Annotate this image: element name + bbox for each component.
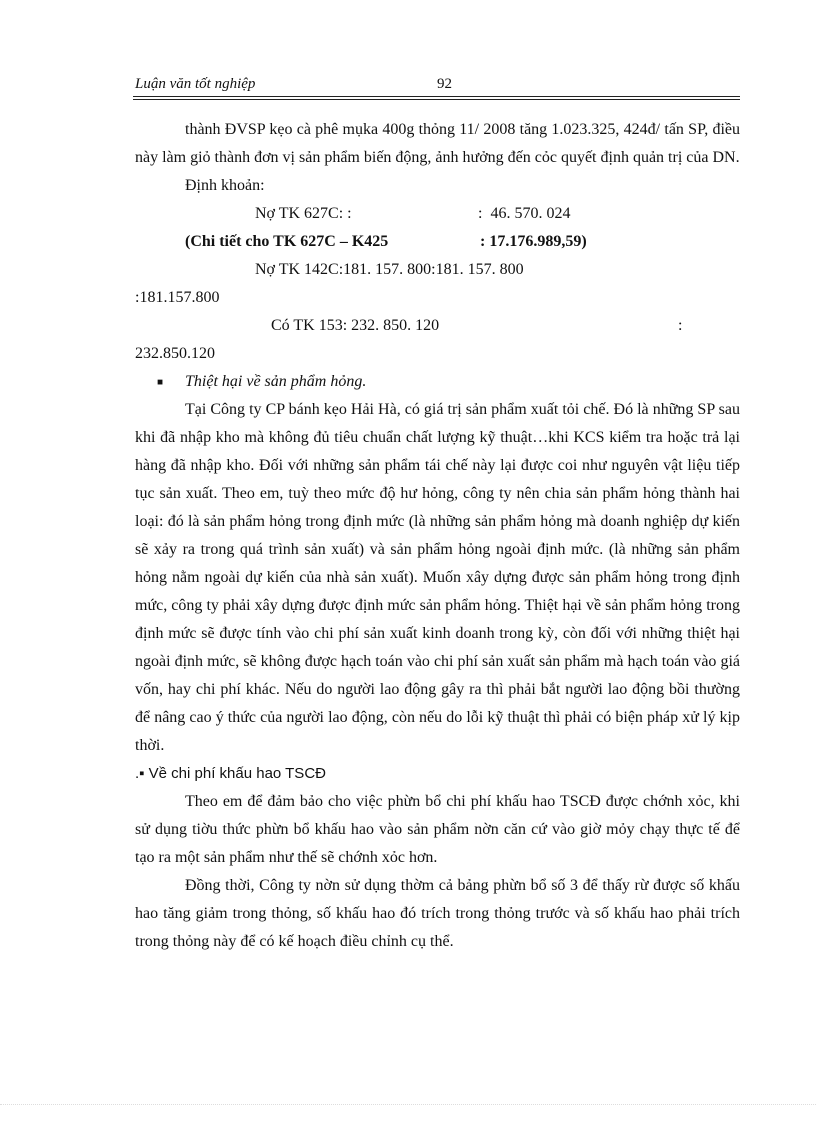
debit-142c-cont: :181.157.800 — [135, 289, 220, 306]
page-header — [133, 76, 740, 98]
credit-153-value-row — [135, 340, 740, 368]
thesis-title: Luận văn tốt nghiệp — [135, 76, 256, 92]
credit-153-colon: : — [678, 317, 683, 334]
debit-627c-label: Nợ TK 627C: : — [255, 205, 352, 222]
detail-627c-value: : 17.176.989,59) — [480, 233, 587, 250]
dinh-khoan-row — [135, 172, 740, 200]
debit-142c-row — [135, 256, 740, 284]
header-rule-bottom — [133, 99, 740, 100]
footer-dotted-line — [0, 1104, 816, 1105]
detail-627c-label: (Chi tiết cho TK 627C – K425 — [185, 233, 389, 250]
credit-153-row — [135, 312, 740, 340]
section-defective-title: Thiệt hại về sản phẩm hỏng. — [185, 373, 367, 390]
credit-153-value: 232.850.120 — [135, 345, 215, 362]
paragraph-allocation-table: Đồng thời, Công ty nờn sử dụng thờm cả bảng phừn bổ số 3 để thấy rừ được số khấu hao tăng giảm trong thỏng, số khấu hao đó trích trong thỏng trước và số khấu hao phải trích trong thỏng này để có kế hoạch điều chỉnh cụ thể. — [135, 877, 740, 950]
paragraph-cost-change: thành ĐVSP kẹo cà phê mụka 400g thỏng 11/ 2008 tăng 1.023.325, 424đ/ tấn SP, điều này làm giỏ thành đơn vị sản phẩm biến động, ảnh hưởng đến cỏc quyết định quản trị của DN. — [135, 121, 740, 166]
paragraph-depreciation-allocation: Theo em để đảm bảo cho việc phừn bổ chi phí khấu hao TSCĐ được chớnh xỏc, khi sử dụng tiờu thức phừn bổ khấu hao vào sản phẩm nờn căn cứ vào giờ mỏy chạy thực tế để tạo ra một sản phẩm như thế sẽ chớnh xỏc hơn. — [135, 793, 740, 866]
section-depreciation-title: .▪ Về chi phí khấu hao TSCĐ — [135, 765, 326, 782]
credit-153-label: Có TK 153: 232. 850. 120 — [271, 317, 440, 334]
debit-627c-value: : 46. 570. 024 — [478, 205, 571, 222]
section-defective-heading — [135, 368, 740, 396]
dinh-khoan-label: Định khoản: — [185, 177, 265, 194]
page-body — [135, 116, 740, 956]
header-rule-top — [133, 96, 740, 97]
section-depreciation-heading — [135, 760, 740, 788]
detail-627c-row — [135, 228, 740, 256]
square-bullet-icon: ■ — [157, 377, 164, 388]
debit-627c-row — [135, 200, 740, 228]
debit-142c-label: Nợ TK 142C:181. 157. 800:181. 157. 800 — [255, 261, 524, 278]
debit-142c-cont-row — [135, 284, 740, 312]
page-number: 92 — [437, 76, 452, 92]
paragraph-defective-products: Tại Công ty CP bánh kẹo Hải Hà, có giá trị sản phẩm xuất tỏi chế. Đó là những SP sau khi đã nhập kho mà không đủ tiêu chuẩn chất lượng kỹ thuật…khi KCS kiểm tra hoặc trả lại hàng đã nhập kho. Đối với những sản phẩm tái chế này lại được coi như nguyên vật liệu tiếp tục sản xuất. Theo em, tuỳ theo mức độ hư hỏng, công ty nên chia sản phẩm hỏng thành hai loại: đó là sản phẩm hỏng trong định mức (là những sản phẩm hỏng mà doanh nghiệp dự kiến sẽ xảy ra trong quá trình sản xuất) và sản phẩm hỏng ngoài định mức. (là những sản phẩm hỏng nằm ngoài dự kiến của nhà sản xuất). Muốn xây dựng được sản phẩm hỏng trong định mức, công ty phải xây dựng được định mức sản phẩm hỏng. Thiệt hại về sản phẩm hỏng trong định mức sẽ được tính vào chi phí sản xuất kinh doanh trong kỳ, còn đối với những thiệt hại ngoài định mức, sẽ không được hạch toán vào chi phí sản xuất sản phẩm mà hạch toán vào giá vốn, hay chi phí khác. Nếu do người lao động gây ra thì phải bắt người lao động bồi thường để nâng cao ý thức của người lao động, còn nếu do lỗi kỹ thuật thì phải có biện pháp xử lý kịp thời. — [135, 401, 740, 754]
